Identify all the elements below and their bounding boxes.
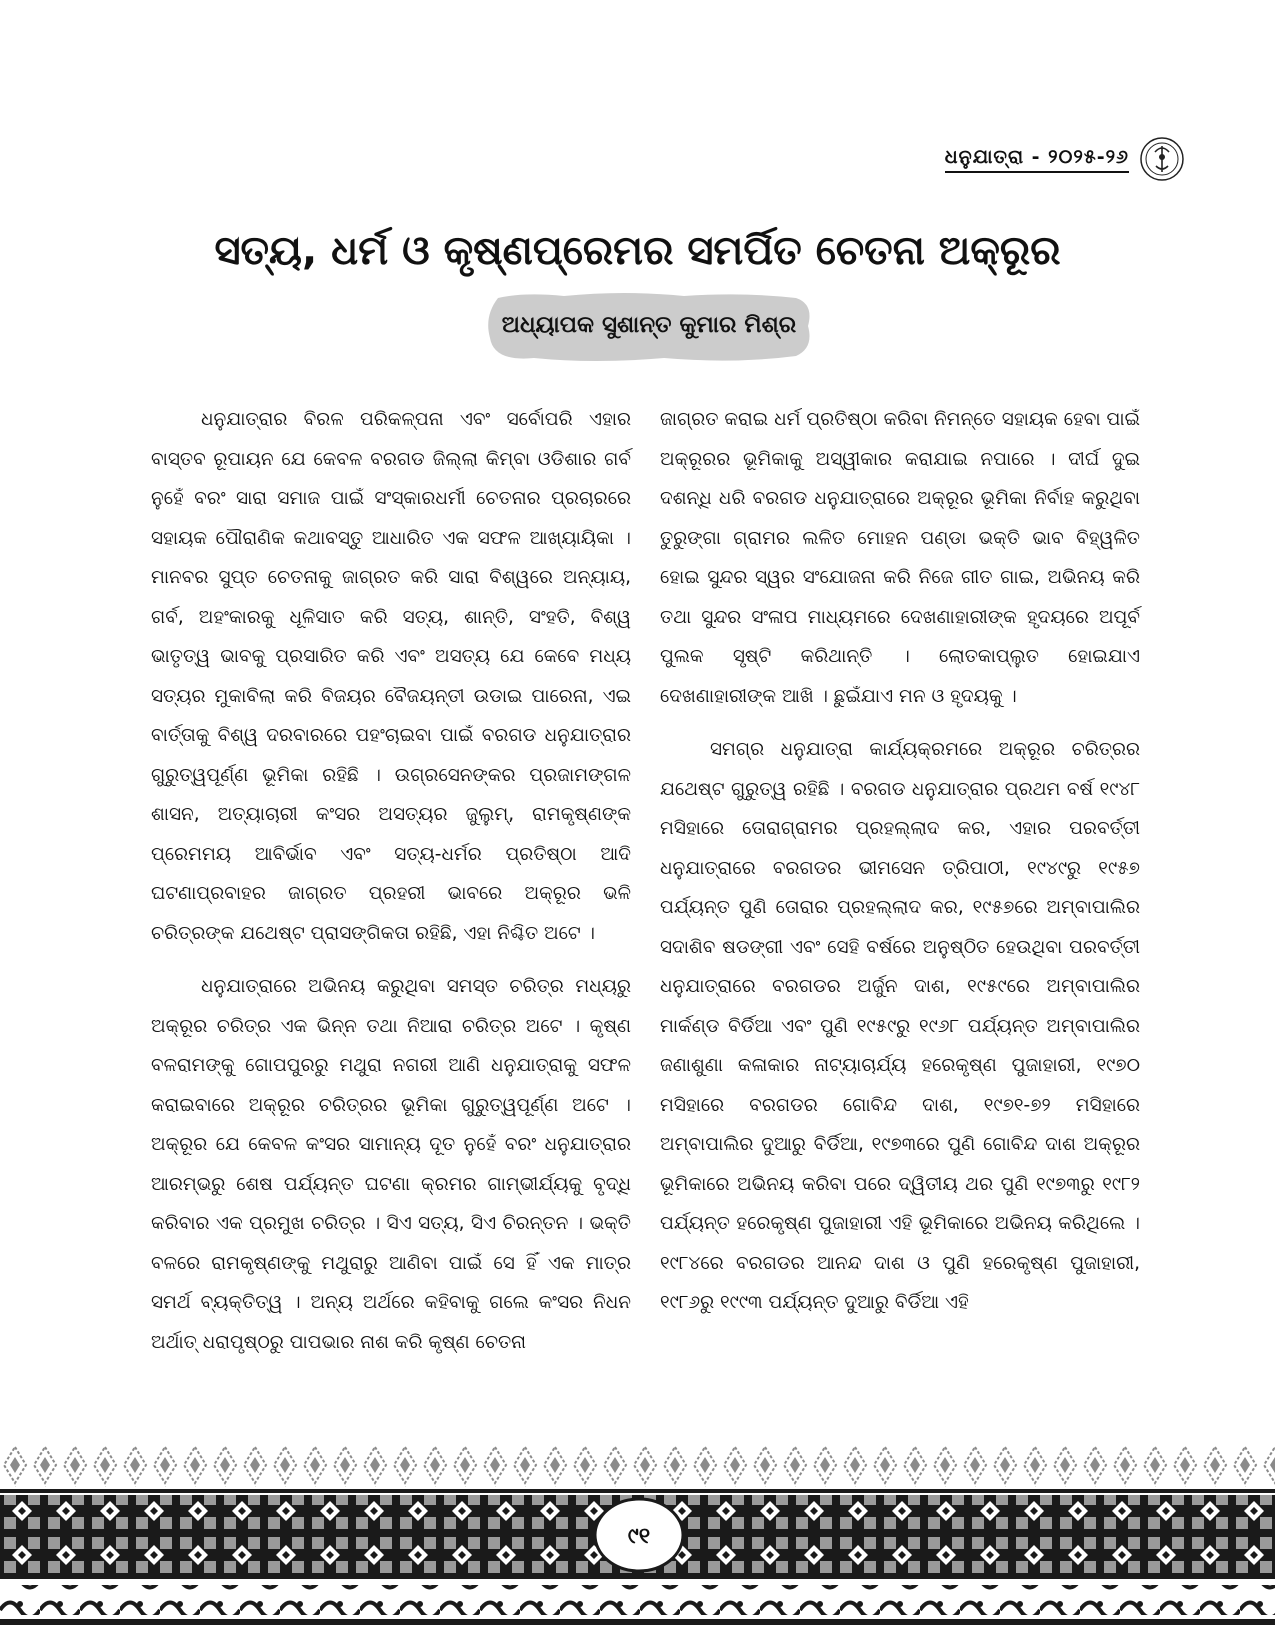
article-title: ସତ୍ୟ, ଧର୍ମ ଓ କୃଷ୍ଣପ୍ରେମର ସମର୍ପିତ ଚେତନା ଅକ୍ରୂର: [214, 228, 1061, 274]
left-column: [151, 400, 631, 1376]
page-number: ୯୧: [627, 1523, 651, 1549]
festival-seal-logo-icon: [1139, 136, 1185, 182]
paragraph: ଜାଗ୍ରତ କରାଇ ଧର୍ମ ପ୍ରତିଷ୍ଠା କରିବା ନିମନ୍ତେ ସହାୟକ ହେବା ପାଇଁ ଅକ୍ରୂରର ଭୂମିକାକୁ ଅସ୍ୱୀକାର କରାଯାଇ ନପାରେ । ଦୀର୍ଘ ଦୁଇ ଦଶନ୍ଧି ଧରି ବରଗଡ ଧନୁଯାତ୍ରାରେ ଅକ୍ରୂର ଭୂମିକା ନିର୍ବାହ କରୁଥିବା ତୁରୁଙ୍ଗା ଗ୍ରାମର ଲଳିତ ମୋହନ ପଣ୍ଡା ଭକ୍ତି ଭାବ ବିହ୍ୱଳିତ ହୋଇ ସୁନ୍ଦର ସ୍ୱର ସଂଯୋଜନା କରି ନିଜେ ଗୀତ ଗାଇ, ଅଭିନୟ କରି ତଥା ସୁନ୍ଦର ସଂଳାପ ମାଧ୍ୟମରେ ଦେଖଣାହାରୀଙ୍କ ହୃଦୟରେ ଅପୂର୍ବ ପୁଲକ ସୃଷ୍ଟି କରିଥାନ୍ତି । ଲୋତକାପ୍ଲୁତ ହୋଇଯାଏ ଦେଖଣାହାରୀଙ୍କ ଆଖି । ଛୁଇଁଯାଏ ମନ ଓ ହୃଦୟକୁ ।: [660, 409, 1140, 707]
paragraph: ଧନୁଯାତ୍ରାରେ ଅଭିନୟ କରୁଥିବା ସମସ୍ତ ଚରିତ୍ର ମଧ୍ୟରୁ ଅକ୍ରୂର ଚରିତ୍ର ଏକ ଭିନ୍ନ ତଥା ନିଆରା ଚରିତ୍ର ଅଟେ । କୃଷ୍ଣ ବଳରାମଙ୍କୁ ଗୋପପୁରରୁ ମଥୁରା ନଗରୀ ଆଣି ଧନୁଯାତ୍ରାକୁ ସଫଳ କରାଇବାରେ ଅକ୍ରୂର ଚରିତ୍ରର ଭୂମିକା ଗୁରୁତ୍ୱପୂର୍ଣ୍ଣ ଅଟେ । ଅକ୍ରୂର ଯେ କେବଳ କଂସର ସାମାନ୍ୟ ଦୂତ ନୁହେଁ ବରଂ ଧନୁଯାତ୍ରାର ଆରମ୍ଭରୁ ଶେଷ ପର୍ଯ୍ୟନ୍ତ ଘଟଣା କ୍ରମର ଗାମ୍ଭୀର୍ଯ୍ୟକୁ ବୃଦ୍ଧି କରିବାର ଏକ ପ୍ରମୁଖ ଚରିତ୍ର । ସିଏ ସତ୍ୟ, ସିଏ ଚିରନ୍ତନ । ଭକ୍ତି ବଳରେ ରାମକୃଷ୍ଣଙ୍କୁ ମଥୁରାରୁ ଆଣିବା ପାଇଁ ସେ ହିଁ ଏକ ମାତ୍ର ସମର୍ଥ ବ୍ୟକ୍ତିତ୍ୱ । ଅନ୍ୟ ଅର୍ଥରେ କହିବାକୁ ଗଲେ କଂସର ନିଧନ ଅର୍ଥାତ୍ ଧରାପୃଷ୍ଠରୁ ପାପଭାର ନାଶ କରି କୃଷ୍ଣ ଚେତନା: [151, 976, 631, 1353]
right-column: [660, 400, 1140, 1337]
running-header: [945, 136, 1185, 182]
paragraph: ଧନୁଯାତ୍ରାର ବିରଳ ପରିକଳ୍ପନା ଏବଂ ସର୍ବୋପରି ଏହାର ବାସ୍ତବ ରୂପାୟନ ଯେ କେବଳ ବରଗଡ ଜିଲ୍ଲା କିମ୍ବା ଓଡିଶାର ଗର୍ବ ନୁହେଁ ବରଂ ସାରା ସମାଜ ପାଇଁ ସଂସ୍କାରଧର୍ମୀ ଚେତନାର ପ୍ରଚାରରେ ସହାୟକ ପୌରାଣିକ କଥାବସ୍ତୁ ଆଧାରିତ ଏକ ସଫଳ ଆଖ୍ୟାୟିକା । ମାନବର ସୁପ୍ତ ଚେତନାକୁ ଜାଗ୍ରତ କରି ସାରା ବିଶ୍ୱରେ ଅନ୍ୟାୟ, ଗର୍ବ, ଅହଂକାରକୁ ଧୂଳିସାତ କରି ସତ୍ୟ, ଶାନ୍ତି, ସଂହତି, ବିଶ୍ୱ ଭାତୃତ୍ୱ ଭାବକୁ ପ୍ରସାରିତ କରି ଏବଂ ଅସତ୍ୟ ଯେ କେବେ ମଧ୍ୟ ସତ୍ୟର ମୁକାବିଲା କରି ବିଜୟର ବୈଜୟନ୍ତୀ ଉଡାଇ ପାରେନା, ଏଇ ବାର୍ତ୍ତାକୁ ବିଶ୍ୱ ଦରବାରରେ ପହଂଚାଇବା ପାଇଁ ବରଗଡ ଧନୁଯାତ୍ରାର ଗୁରୁତ୍ୱପୂର୍ଣ୍ଣ ଭୂମିକା ରହିଛି । ଉଗ୍ରସେନଙ୍କର ପ୍ରଜାମଙ୍ଗଳ ଶାସନ, ଅତ୍ୟାଚାରୀ କଂସର ଅସତ୍ୟର ଜୁଲୁମ୍, ରାମକୃଷ୍ଣଙ୍କ ପ୍ରେମମୟ ଆବିର୍ଭାବ ଏବଂ ସତ୍ୟ-ଧର୍ମର ପ୍ରତିଷ୍ଠା ଆଦି ଘଟଣାପ୍ରବାହର ଜାଗ୍ରତ ପ୍ରହରୀ ଭାବରେ ଅକ୍ରୂର ଭଳି ଚରିତ୍ରଙ୍କ ଯଥେଷ୍ଟ ପ୍ରାସଙ୍ଗିକତା ରହିଛି, ଏହା ନିଶ୍ଚିତ ଅଟେ ।: [151, 409, 631, 944]
author-banner: [484, 292, 814, 366]
running-header-text: ଧନୁଯାତ୍ରା - ୨୦୨୫-୨୬: [945, 146, 1129, 173]
paragraph: ସମଗ୍ର ଧନୁଯାତ୍ରା କାର୍ଯ୍ୟକ୍ରମରେ ଅକ୍ରୂର ଚରିତ୍ରର ଯଥେଷ୍ଟ ଗୁରୁତ୍ୱ ରହିଛି । ବରଗଡ ଧନୁଯାତ୍ରାର ପ୍ରଥମ ବର୍ଷ ୧୯୪୮ ମସିହାରେ ତୋରାଗ୍ରାମର ପ୍ରହଲ୍ଲାଦ କର, ଏହାର ପରବର୍ତ୍ତୀ ଧନୁଯାତ୍ରାରେ ବରଗଡର ଭୀମସେନ ତ୍ରିପାଠୀ, ୧୯୪୯ରୁ ୧୯୫୭ ପର୍ଯ୍ୟନ୍ତ ପୁଣି ତୋରାର ପ୍ରହଲ୍ଲାଦ କର, ୧୯୫୭ରେ ଅମ୍ବାପାଲିର ସଦାଶିବ ଷଡଙ୍ଗୀ ଏବଂ ସେହି ବର୍ଷରେ ଅନୁଷ୍ଠିତ ହେଉଥିବା ପରବର୍ତ୍ତୀ ଧନୁଯାତ୍ରାରେ ବରଗଡର ଅର୍ଜୁନ ଦାଶ, ୧୯୫୯ରେ ଅମ୍ବାପାଲିର ମାର୍କଣ୍ଡ ବିର୍ଡିଆ ଏବଂ ପୁଣି ୧୯୫୯ରୁ ୧୯୬୮ ପର୍ଯ୍ୟନ୍ତ ଅମ୍ବାପାଲିର ଜଣାଶୁଣା କଳାକାର ନାଟ୍ୟାଚାର୍ଯ୍ୟ ହରେକୃଷ୍ଣ ପୁଜାହାରୀ, ୧୯୭୦ ମସିହାରେ ବରଗଡର ଗୋବିନ୍ଦ ଦାଶ, ୧୯୭୧-୭୨ ମସିହାରେ ଅମ୍ବାପାଲିର ଦୁଆରୁ ବିର୍ଡିଆ, ୧୯୭୩ରେ ପୁଣି ଗୋବିନ୍ଦ ଦାଶ ଅକ୍ରୂର ଭୂମିକାରେ ଅଭିନୟ କରିବା ପରେ ଦ୍ୱିତୀୟ ଥର ପୁଣି ୧୯୭୩ରୁ ୧୯୮୨ ପର୍ଯ୍ୟନ୍ତ ହରେକୃଷ୍ଣ ପୁଜାହାରୀ ଏହି ଭୂମିକାରେ ଅଭିନୟ କରିଥିଲେ । ୧୯୮୪ରେ ବରଗଡର ଆନନ୍ଦ ଦାଶ ଓ ପୁଣି ହରେକୃଷ୍ଣ ପୁଜାହାରୀ, ୧୯୮୬ରୁ ୧୯୯୩ ପର୍ଯ୍ୟନ୍ତ ଦୁଆରୁ ବିର୍ଡିଆ ଏହି: [660, 739, 1140, 1313]
author-name: ଅଧ୍ୟାପକ ସୁଶାନ୍ତ କୁମାର ମିଶ୍ର: [501, 312, 797, 338]
